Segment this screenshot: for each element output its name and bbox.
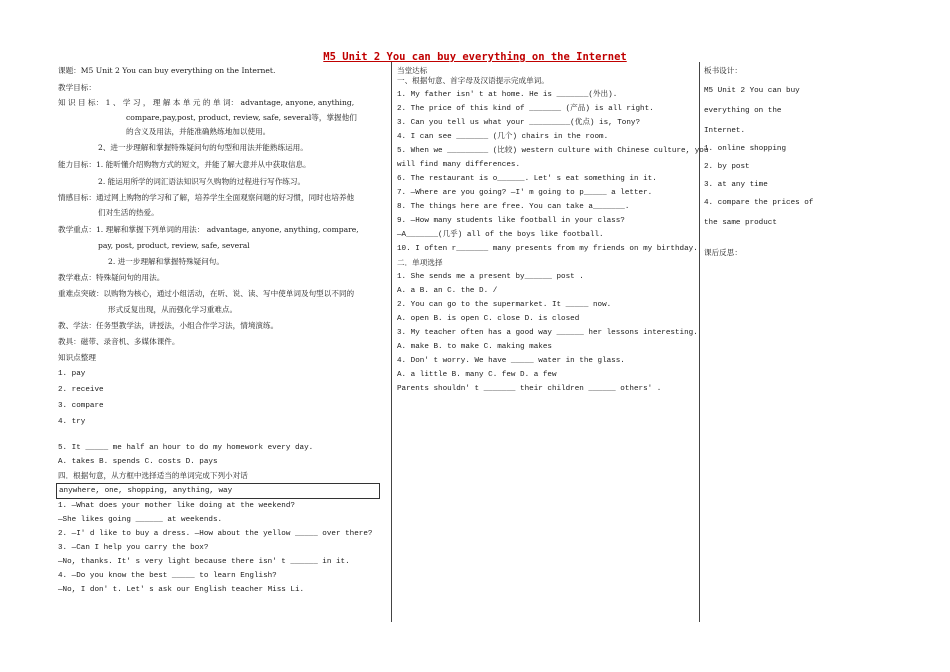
ability-goal-2: 2. 能运用所学的词汇语法知识写久购物的过程进行写作练习。 <box>98 177 306 186</box>
board-label: 板书设计： <box>704 66 742 75</box>
part2-item: A. a little B. many C. few D. a few <box>397 371 557 379</box>
question-5: 5. It _____ me half an hour to do my homework every day. <box>58 444 314 452</box>
goals-label: 教学目标： <box>58 83 96 92</box>
board-item: 4. compare the prices of <box>704 199 814 207</box>
dialog-line: —She likes going ______ at weekends. <box>58 516 223 524</box>
part1-item: 4. I can see _______ (几个) chairs in the room. <box>397 133 609 141</box>
dialog-line: 1. —What does your mother like doing at the weekend? <box>58 502 295 510</box>
part1-item: 5. When we _________ (比较) western culture with Chinese culture, you <box>397 147 709 155</box>
knowledge-goal-2: 2、进一步理解和掌握特殊疑问句的句型和用法并能熟练运用。 <box>98 143 308 152</box>
dialog-line: —No, I don' t. Let' s ask our English teacher Miss Li. <box>58 586 305 594</box>
part1-item: 7. —Where are you going? —I' m going to p_____ a letter. <box>397 189 653 197</box>
part2-item: A. a B. an C. the D. / <box>397 287 498 295</box>
part1-item: will find many differences. <box>397 161 521 169</box>
aids-line: 教具：磁带、录音机、多媒体课件。 <box>58 337 180 346</box>
part2-item: 3. My teacher often has a good way ______ her lessons interesting. <box>397 329 698 337</box>
breakthrough-2: 形式反复出现，从而强化学习重难点。 <box>108 305 238 314</box>
key-point-2: 2. 进一步理解和掌握特殊疑问句。 <box>108 257 224 266</box>
reflection-label: 课后反思： <box>704 248 742 257</box>
board-item: 1. online shopping <box>704 145 787 153</box>
difficulty-line: 教学难点：特殊疑问句的用法。 <box>58 273 165 282</box>
topic-line: 课题：M5 Unit 2 You can buy everything on the Internet. <box>58 66 276 75</box>
key-point-1b: pay, post, product, review, safe, several <box>98 241 250 250</box>
column-divider-left <box>391 62 392 622</box>
part1-label: 一、根据句意、首字母及汉语提示完成单词。 <box>397 76 549 85</box>
emotion-goal-1: 情感目标：通过网上购物的学习和了解，培养学生全面观察问题的好习惯，同时也培养他 <box>58 193 355 202</box>
board-item: 3. at any time <box>704 181 768 189</box>
board-item: the same product <box>704 219 777 227</box>
dialog-line: 2. —I' d like to buy a dress. —How about the yellow _____ over there? <box>58 530 373 538</box>
note-item: 1. pay <box>58 370 86 378</box>
ability-goal-1: 能力目标：1. 能听懂介绍购物方式的短文，并能了解大意并从中获取信息。 <box>58 160 311 169</box>
part2-item: A. make B. to make C. making makes <box>397 343 552 351</box>
part2-label: 二．单项选择 <box>397 258 443 267</box>
emotion-goal-2: 们对生活的热爱。 <box>98 208 159 217</box>
part2-item: Parents shouldn' t _______ their children ______ others' . <box>397 385 662 393</box>
methods-line: 教、学法：任务型教学法，讲授法，小组合作学习法，情境演练。 <box>58 321 279 330</box>
part1-item: 2. The price of this kind of _______ (产品) is all right. <box>397 105 654 113</box>
part1-item: 10. I often r_______ many presents from my friends on my birthday. <box>397 245 698 253</box>
part4-label: 四．根据句意，从方框中选择适当的单词完成下列小对话 <box>58 471 248 480</box>
part2-item: 2. You can go to the supermarket. It _____ now. <box>397 301 612 309</box>
question-5-options: A. takes B. spends C. costs D. pays <box>58 458 218 466</box>
key-point-1: 教学重点：1. 理解和掌握下列单词的用法： advantage, anyone, anything, compare, <box>58 225 359 234</box>
board-line: everything on the <box>704 107 782 115</box>
board-line: M5 Unit 2 You can buy <box>704 87 800 95</box>
exercise-heading: 当堂达标 <box>397 66 428 75</box>
note-item: 2. receive <box>58 386 104 394</box>
part1-item: 9. —How many students like football in your class? <box>397 217 625 225</box>
word-box-text: anywhere, one, shopping, anything, way <box>59 487 233 495</box>
part1-item: 8. The things here are free. You can take a_______. <box>397 203 630 211</box>
part2-item: 1. She sends me a present by______ post . <box>397 273 584 281</box>
page-title: M5 Unit 2 You can buy everything on the Internet <box>323 51 627 63</box>
knowledge-goal-1c: 的含义及用法，并能准确熟练地加以使用。 <box>126 127 271 136</box>
knowledge-goal-1: 知 识 目 标： 1 、 学 习 ， 理 解 本 单 元 的 单 词： advantage, anyone, anything, <box>58 98 355 107</box>
notes-label: 知识点整理 <box>58 353 96 362</box>
part1-item: 1. My father isn' t at home. He is _______(外出). <box>397 91 618 99</box>
board-line: Internet. <box>704 127 746 135</box>
part2-item: 4. Don' t worry. We have _____ water in the glass. <box>397 357 625 365</box>
knowledge-goal-1b: compare,pay,post, product, review, safe, several等，掌握他们 <box>126 113 357 122</box>
word-box <box>56 483 380 499</box>
board-item: 2. by post <box>704 163 750 171</box>
breakthrough-1: 重难点突破：以购物为核心，通过小组活动，在听、说、读、写中使单词及句型以不同的 <box>58 289 355 298</box>
part1-item: —A_______(几乎) all of the boys like football. <box>397 231 604 239</box>
part1-item: 3. Can you tell us what your _________(优点) is, Tony? <box>397 119 641 127</box>
dialog-line: 4. —Do you know the best _____ to learn English? <box>58 572 277 580</box>
note-item: 4. try <box>58 418 86 426</box>
note-item: 3. compare <box>58 402 104 410</box>
part2-item: A. open B. is open C. close D. is closed <box>397 315 580 323</box>
dialog-line: 3. —Can I help you carry the box? <box>58 544 209 552</box>
part1-item: 6. The restaurant is o______. Let' s eat something in it. <box>397 175 657 183</box>
dialog-line: —No, thanks. It' s very light because there isn' t ______ in it. <box>58 558 350 566</box>
